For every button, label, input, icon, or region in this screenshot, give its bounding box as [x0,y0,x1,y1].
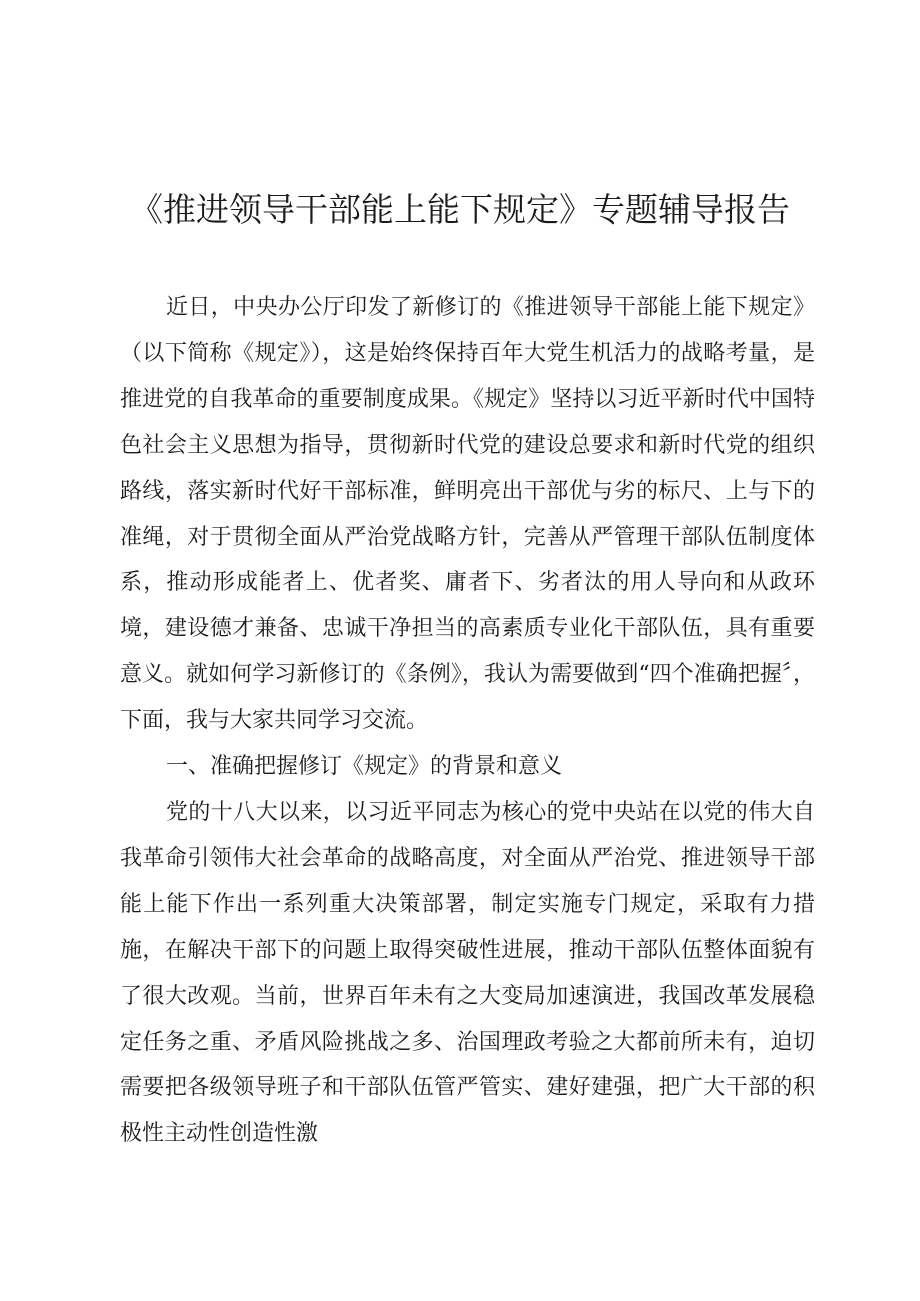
section-1-paragraph: 党的十八大以来，以习近平同志为核心的党中央站在以党的伟大自我革命引领伟大社会革命的战略高度，对全面从严治党、推进领导干部能上能下作出一系列重大决策部署，制定实施专门规定，采取有力措施，在解决干部下的问题上取得突破性进展，推动干部队伍整体面貌有了很大改观。当前，世界百年未有之大变局加速演进，我国改革发展稳定任务之重、矛盾风险挑战之多、治国理政考验之大都前所未有，迫切需要把各级领导班子和干部队伍管严管实、建好建强，把广大干部的积极性主动性创造性激 [120,799,815,1147]
intro-paragraph: 近日，中央办公厅印发了新修订的《推进领导干部能上能下规定》（以下简称《规定》），这是始终保持百年大党生机活力的战略考量，是推进党的自我革命的重要制度成果。《规定》坚持以习近平新时代中国特色社会主义思想为指导，贯彻新时代党的建设总要求和新时代党的组织路线，落实新时代好干部标准，鲜明亮出干部优与劣的标尺、上与下的准绳，对于贯彻全面从严治党战略方针，完善从严管理干部队伍制度体系，推动形成能者上、优者奖、庸者下、劣者汰的用人导向和从政环境，建设德才兼备、忠诚干净担当的高素质专业化干部队伍，具有重要意义。就如何学习新修订的《条例》，我认为需要做到“四个准确把握〞，下面，我与大家共同学习交流。 [120,295,815,734]
document-body [120,285,815,1157]
section-heading-1: 一、准确把握修订《规定》的背景和意义 [166,754,563,780]
document-title: 《推进领导干部能上能下规定》专题辅导报告 [130,190,790,229]
